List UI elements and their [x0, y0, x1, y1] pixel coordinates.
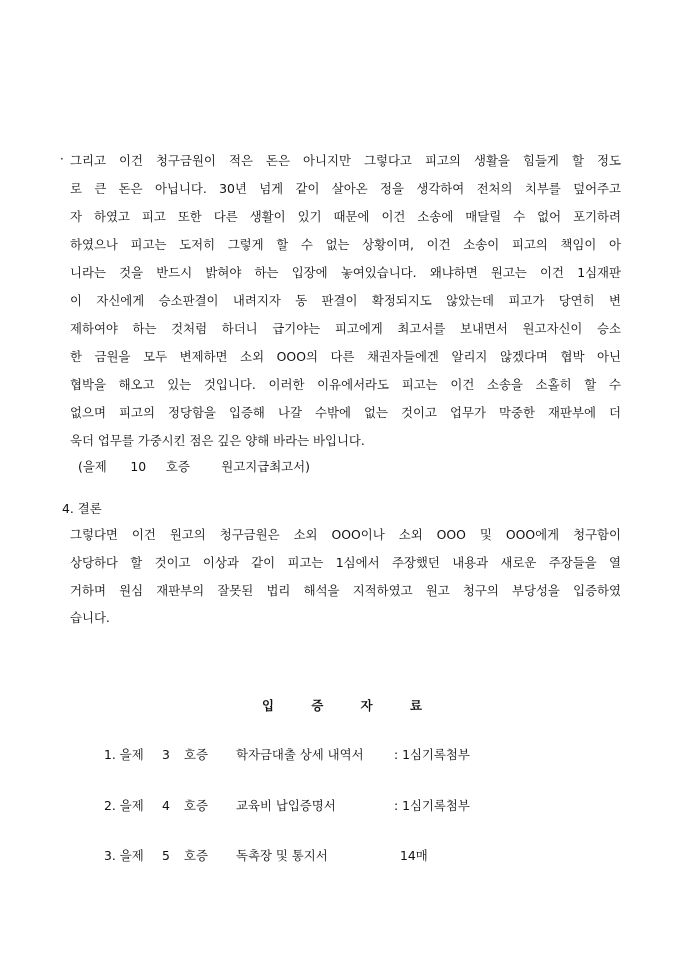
section3-line-4: 하였으나 피고는 도저히 그렇게 할 수 없는 상황이며, 이건 소송이 피고의 책임이 아 — [70, 237, 621, 252]
section3-line-10: 없으며 피고의 정당함을 입증해 나갈 수밖에 없는 것이고 업무가 막중한 재판부에 더 — [70, 405, 621, 420]
evidence-title — [262, 696, 422, 714]
evidence-item-number: 2. 을제 — [104, 798, 144, 813]
section3-line-1: 그리고 이건 청구금원이 적은 돈은 아니지만 그렇다고 피고의 생활을 힘들게 할 정도 — [70, 153, 621, 168]
evidence-item-no: 5 — [162, 848, 170, 863]
evidence-title-char: 자 — [360, 698, 373, 713]
section4-line-2: 상당하다 할 것이고 이상과 같이 피고는 1심에서 주장했던 내용과 새로운 주장들을 열 — [70, 555, 621, 570]
evidence-item-type: 호증 — [184, 747, 208, 762]
evidence-item-type: 호증 — [184, 848, 208, 863]
evidence-item-number: 1. 을제 — [104, 747, 144, 762]
section3-line-7: 제하여야 하는 것처럼 하더니 급기야는 피고에게 최고서를 보내면서 원고자신이 승소 — [70, 321, 621, 336]
evidence-item-note: : 1심기록첨부 — [394, 798, 470, 813]
evidence-title-char: 입 — [262, 698, 274, 713]
section4-heading: 4. 결론 — [62, 501, 102, 516]
section3-line-8: 한 금원을 모두 변제하면 소외 OOO의 다른 채권자들에겐 알리지 않겠다며 협박 아닌 — [70, 349, 621, 364]
evidence-item-note: : 1심기록첨부 — [394, 747, 470, 762]
evidence-item-name: 독촉장 및 통지서 — [236, 848, 328, 863]
evidence-item-number: 3. 을제 — [104, 848, 144, 863]
exhibit-reference: (을제 10 호증 원고지급최고서) — [78, 459, 310, 474]
section4-line-3: 거하며 원심 재판부의 잘못된 법리 해석을 지적하였고 원고 청구의 부당성을 입증하였 — [70, 583, 621, 598]
evidence-title-char: 증 — [311, 698, 324, 713]
evidence-item-note: 14매 — [400, 848, 428, 863]
evidence-item-name: 학자금대출 상세 내역서 — [236, 747, 364, 762]
evidence-item-name: 교육비 납입증명서 — [236, 798, 336, 813]
evidence-item-type: 호증 — [184, 798, 208, 813]
evidence-item-no: 3 — [162, 747, 170, 762]
paragraph-bullet: · — [60, 152, 64, 166]
section3-line-6: 이 자신에게 승소판결이 내려지자 동 판결이 확정되지도 않았는데 피고가 당연히 변 — [70, 293, 621, 308]
section3-line-2: 로 큰 돈은 아닙니다. 30년 넘게 같이 살아온 정을 생각하여 전처의 치부를 덮어주고 — [70, 181, 621, 196]
section3-line-5: 니라는 것을 반드시 밝혀야 하는 입장에 놓여있습니다. 왜냐하면 원고는 이건 1심재판 — [70, 265, 621, 280]
section3-line-11: 욱더 업무를 가중시킨 점은 깊은 양해 바라는 바입니다. — [70, 433, 365, 448]
section4-line-1: 그렇다면 이건 원고의 청구금원은 소외 OOO이나 소외 OOO 및 OOO에게 청구함이 — [70, 527, 621, 542]
section4-line-4: 습니다. — [70, 610, 110, 625]
section3-line-9: 협박을 해오고 있는 것입니다. 이러한 이유에서라도 피고는 이건 소송을 소홀히 할 수 — [70, 377, 621, 392]
evidence-title-char: 료 — [409, 698, 422, 713]
evidence-item-no: 4 — [162, 798, 170, 813]
section3-line-3: 자 하였고 피고 또한 다른 생활이 있기 때문에 이건 소송에 매달릴 수 없어 포기하려 — [70, 209, 621, 224]
